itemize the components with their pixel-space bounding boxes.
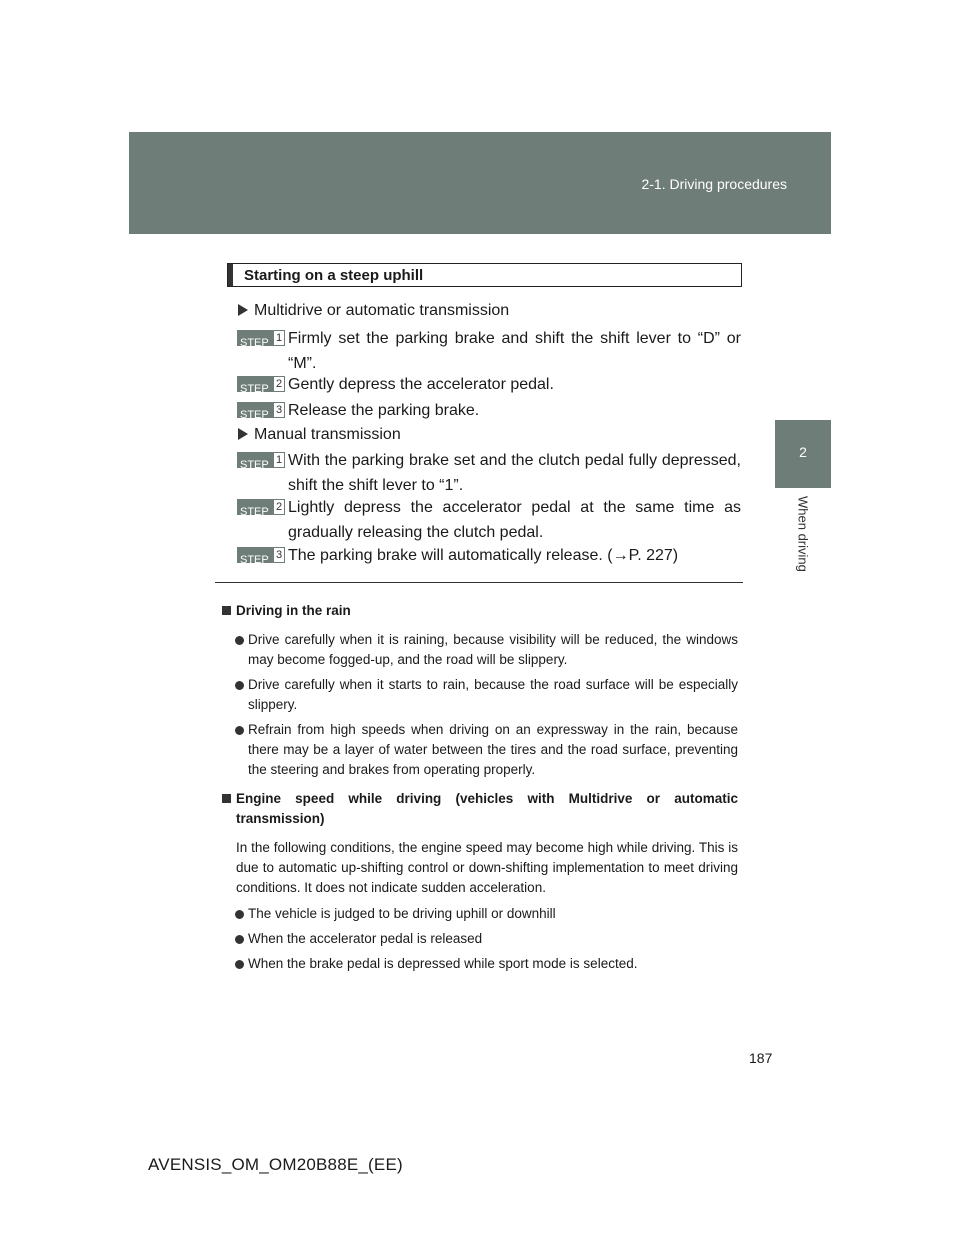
section-title-bar: [228, 264, 233, 286]
section-title-box: [227, 263, 742, 287]
dot-bullet-icon: [235, 910, 244, 919]
step-badge: STEP 1: [237, 330, 285, 346]
note-bullet: Drive carefully when it starts to rain, because the road surface will be especially slippery.: [222, 675, 738, 715]
step-item: [237, 326, 741, 376]
document-code: AVENSIS_OM_OM20B88E_(EE): [148, 1155, 403, 1174]
chapter-label-strip: [775, 488, 831, 600]
note-bullet: Drive carefully when it is raining, because visibility will be reduced, the windows may become fogged-up, and the road will be slippery.: [222, 630, 738, 670]
subheading-automatic: [238, 302, 509, 320]
step-item: [237, 398, 741, 423]
note-bullet: When the accelerator pedal is released: [222, 929, 738, 949]
step-text: With the parking brake set and the clutch pedal fully depressed, shift the shift lever to “1”.: [288, 452, 741, 494]
step-badge: STEP 3: [237, 547, 285, 563]
subheading-text: Multidrive or automatic transmission: [254, 302, 510, 319]
note-paragraph: In the following conditions, the engine speed may become high while driving. This is due to automatic up-shifting control or down-shifting implementation to meet driving conditions. It does not indicate sudden acceleration.: [236, 840, 738, 895]
dot-bullet-icon: [235, 681, 244, 690]
chapter-tab: [775, 420, 831, 488]
notes-section: [222, 601, 738, 979]
chapter-number: 2: [799, 444, 807, 460]
note-heading-rain: Driving in the rain: [222, 601, 738, 621]
subheading-text: Manual transmission: [254, 426, 401, 443]
step-item: [237, 495, 741, 545]
header-section-title: 2-1. Driving procedures: [641, 176, 787, 192]
step-badge: STEP 2: [237, 376, 285, 392]
dot-bullet-icon: [235, 636, 244, 645]
note-bullet: The vehicle is judged to be driving uphill or downhill: [222, 904, 738, 924]
section-title: Starting on a steep uphill: [244, 267, 424, 284]
dot-bullet-icon: [235, 726, 244, 735]
step-badge: STEP 3: [237, 402, 285, 418]
square-bullet-icon: [222, 606, 231, 615]
step-text: Firmly set the parking brake and shift the shift lever to “D” or “M”.: [288, 330, 741, 372]
triangle-bullet-icon: [238, 304, 248, 316]
dot-bullet-icon: [235, 935, 244, 944]
note-heading-engine: Engine speed while driving (vehicles with Multidrive or automatic transmission): [222, 789, 738, 829]
note-bullet: Refrain from high speeds when driving on an expressway in the rain, because there may be a layer of water between the tires and the road surface, preventing the steering and brakes from operating properly.: [222, 720, 738, 780]
step-item: [237, 543, 741, 568]
step-badge: STEP 2: [237, 499, 285, 515]
note-bullet: When the brake pedal is depressed while sport mode is selected.: [222, 954, 738, 974]
dot-bullet-icon: [235, 960, 244, 969]
section-divider: [215, 582, 743, 583]
header-band: [129, 132, 831, 234]
step-item: [237, 448, 741, 498]
step-text: Gently depress the accelerator pedal.: [288, 376, 554, 393]
chapter-label: When driving: [795, 496, 811, 572]
step-text: The parking brake will automatically release. (→P. 227): [288, 547, 679, 564]
step-item: [237, 372, 741, 397]
triangle-bullet-icon: [238, 428, 248, 440]
subheading-manual: [238, 426, 401, 444]
square-bullet-icon: [222, 794, 231, 803]
step-badge: STEP 1: [237, 452, 285, 468]
step-text: Release the parking brake.: [288, 402, 480, 419]
page-number: 187: [749, 1050, 773, 1066]
step-text: Lightly depress the accelerator pedal at the same time as gradually releasing the clutch pedal.: [288, 499, 741, 541]
